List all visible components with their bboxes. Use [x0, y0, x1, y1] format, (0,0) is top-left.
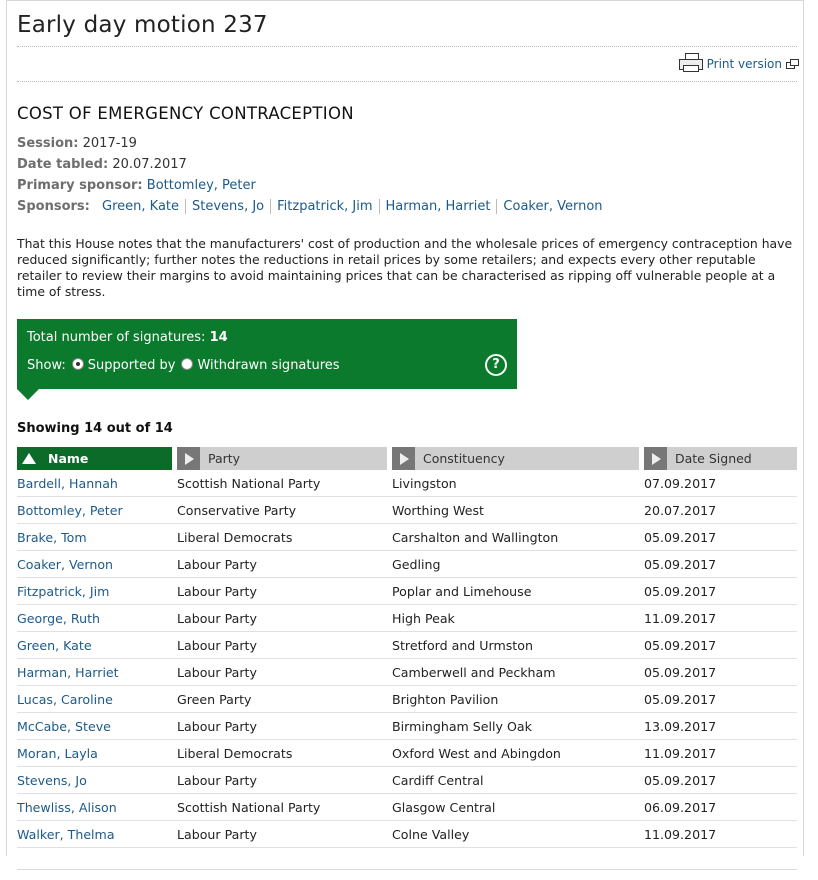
- date-signed-cell: 05.09.2017: [644, 524, 797, 551]
- supported-by-radio[interactable]: [72, 358, 84, 370]
- date-tabled-row: [17, 157, 187, 172]
- member-name-link[interactable]: Brake, Tom: [17, 524, 177, 551]
- sponsor-link[interactable]: Stevens, Jo: [186, 199, 271, 214]
- member-name-link[interactable]: Fitzpatrick, Jim: [17, 578, 177, 605]
- sort-arrow-icon: [177, 447, 200, 470]
- table-row: [17, 524, 797, 551]
- date-signed-cell: 11.09.2017: [644, 605, 797, 632]
- constituency-cell: Birmingham Selly Oak: [392, 713, 644, 740]
- table-header-row: [17, 447, 797, 470]
- primary-sponsor-link[interactable]: Bottomley, Peter: [146, 178, 256, 193]
- primary-sponsor-label: Primary sponsor:: [17, 178, 143, 193]
- table-row: [17, 497, 797, 524]
- help-icon[interactable]: ?: [485, 354, 507, 376]
- date-signed-cell: 05.09.2017: [644, 578, 797, 605]
- table-row: [17, 767, 797, 794]
- date-signed-cell: 11.09.2017: [644, 740, 797, 767]
- table-row: [17, 659, 797, 686]
- table-row: [17, 470, 797, 497]
- motion-heading: COST OF EMERGENCY CONTRACEPTION: [17, 104, 354, 123]
- member-name-link[interactable]: Coaker, Vernon: [17, 551, 177, 578]
- constituency-cell: Camberwell and Peckham: [392, 659, 644, 686]
- sponsor-link[interactable]: Green, Kate: [94, 199, 186, 214]
- party-cell: Labour Party: [177, 551, 392, 578]
- constituency-cell: Cardiff Central: [392, 767, 644, 794]
- constituency-cell: Oxford West and Abingdon: [392, 740, 644, 767]
- member-name-link[interactable]: Moran, Layla: [17, 740, 177, 767]
- member-name-link[interactable]: McCabe, Steve: [17, 713, 177, 740]
- showing-count: Showing 14 out of 14: [17, 421, 173, 436]
- table-row: [17, 551, 797, 578]
- date-signed-cell: 13.09.2017: [644, 713, 797, 740]
- session-label: Session:: [17, 136, 79, 151]
- sponsor-link[interactable]: Coaker, Vernon: [503, 199, 603, 214]
- sponsors-label: Sponsors:: [17, 199, 90, 214]
- table-row: [17, 794, 797, 821]
- session-value: 2017-19: [82, 136, 137, 151]
- supported-by-label[interactable]: Supported by: [87, 358, 176, 373]
- table-row: [17, 740, 797, 767]
- date-signed-cell: 05.09.2017: [644, 659, 797, 686]
- constituency-cell: Carshalton and Wallington: [392, 524, 644, 551]
- sponsors-row: [17, 199, 609, 214]
- party-cell: Labour Party: [177, 767, 392, 794]
- party-cell: Labour Party: [177, 659, 392, 686]
- party-cell: Green Party: [177, 686, 392, 713]
- constituency-cell: Brighton Pavilion: [392, 686, 644, 713]
- party-cell: Scottish National Party: [177, 794, 392, 821]
- sponsor-link[interactable]: Fitzpatrick, Jim: [271, 199, 379, 214]
- show-filter: [27, 358, 340, 373]
- title-divider: [17, 46, 797, 47]
- sort-arrow-icon: [644, 447, 667, 470]
- date-signed-cell: 20.07.2017: [644, 497, 797, 524]
- column-header-label: Constituency: [423, 451, 505, 466]
- new-window-icon: [786, 59, 798, 69]
- primary-sponsor-row: [17, 178, 256, 193]
- table-row: [17, 686, 797, 713]
- party-cell: Scottish National Party: [177, 470, 392, 497]
- total-signatures: [27, 330, 228, 345]
- date-signed-cell: 06.09.2017: [644, 794, 797, 821]
- party-cell: Liberal Democrats: [177, 524, 392, 551]
- member-name-link[interactable]: Thewliss, Alison: [17, 794, 177, 821]
- signatures-table: [17, 447, 797, 848]
- constituency-cell: Worthing West: [392, 497, 644, 524]
- party-cell: Labour Party: [177, 713, 392, 740]
- column-header-name[interactable]: [17, 447, 177, 470]
- member-name-link[interactable]: Bardell, Hannah: [17, 470, 177, 497]
- column-header-constituency[interactable]: [392, 447, 644, 470]
- column-header-party[interactable]: [177, 447, 392, 470]
- table-row: [17, 578, 797, 605]
- bottom-divider: [17, 869, 797, 870]
- constituency-cell: Gedling: [392, 551, 644, 578]
- sort-ascending-icon: [17, 447, 40, 470]
- party-cell: Conservative Party: [177, 497, 392, 524]
- session-row: [17, 136, 137, 151]
- panel-pointer: [17, 389, 39, 400]
- printer-icon: [679, 53, 703, 71]
- date-tabled-label: Date tabled:: [17, 157, 109, 172]
- member-name-link[interactable]: Harman, Harriet: [17, 659, 177, 686]
- constituency-cell: Livingston: [392, 470, 644, 497]
- print-version-link[interactable]: [679, 53, 798, 71]
- sort-arrow-icon: [392, 447, 415, 470]
- member-name-link[interactable]: Stevens, Jo: [17, 767, 177, 794]
- date-signed-cell: 05.09.2017: [644, 686, 797, 713]
- signatures-panel: [17, 319, 517, 389]
- table-row: [17, 605, 797, 632]
- motion-text: That this House notes that the manufacturers' cost of production and the wholesale prices of emergency contraception have reduced significantly; further notes the reductions in retail prices by some retailers; and expects every other reputable retailer to review their margins to avoid maintaining prices that can be characterised as ripping off vulnerable people at a time of stress.: [17, 236, 793, 299]
- party-cell: Labour Party: [177, 605, 392, 632]
- constituency-cell: Stretford and Urmston: [392, 632, 644, 659]
- date-signed-cell: 05.09.2017: [644, 551, 797, 578]
- column-header-label: Date Signed: [675, 451, 752, 466]
- constituency-cell: Poplar and Limehouse: [392, 578, 644, 605]
- party-cell: Liberal Democrats: [177, 740, 392, 767]
- member-name-link[interactable]: Bottomley, Peter: [17, 497, 177, 524]
- table-row: [17, 713, 797, 740]
- column-header-label: Name: [48, 451, 89, 466]
- table-row: [17, 821, 797, 848]
- party-cell: Labour Party: [177, 578, 392, 605]
- date-signed-cell: 05.09.2017: [644, 632, 797, 659]
- show-label: Show:: [27, 358, 66, 373]
- column-header-label: Party: [208, 451, 241, 466]
- page-title: Early day motion 237: [17, 12, 268, 38]
- withdrawn-radio[interactable]: [181, 358, 193, 370]
- member-name-link[interactable]: George, Ruth: [17, 605, 177, 632]
- date-tabled-value: 20.07.2017: [112, 157, 187, 172]
- total-signatures-value: 14: [209, 330, 228, 345]
- table-row: [17, 632, 797, 659]
- party-cell: Labour Party: [177, 632, 392, 659]
- member-name-link[interactable]: Green, Kate: [17, 632, 177, 659]
- constituency-cell: Glasgow Central: [392, 794, 644, 821]
- date-signed-cell: 05.09.2017: [644, 767, 797, 794]
- constituency-cell: Colne Valley: [392, 821, 644, 848]
- total-signatures-label: Total number of signatures:: [27, 330, 206, 345]
- member-name-link[interactable]: Walker, Thelma: [17, 821, 177, 848]
- date-signed-cell: 11.09.2017: [644, 821, 797, 848]
- column-header-date-signed[interactable]: [644, 447, 797, 470]
- withdrawn-label[interactable]: Withdrawn signatures: [197, 358, 340, 373]
- constituency-cell: High Peak: [392, 605, 644, 632]
- member-name-link[interactable]: Lucas, Caroline: [17, 686, 177, 713]
- sponsor-link[interactable]: Harman, Harriet: [380, 199, 498, 214]
- party-cell: Labour Party: [177, 821, 392, 848]
- date-signed-cell: 07.09.2017: [644, 470, 797, 497]
- print-divider: [17, 81, 797, 82]
- print-version-label: Print version: [706, 57, 782, 71]
